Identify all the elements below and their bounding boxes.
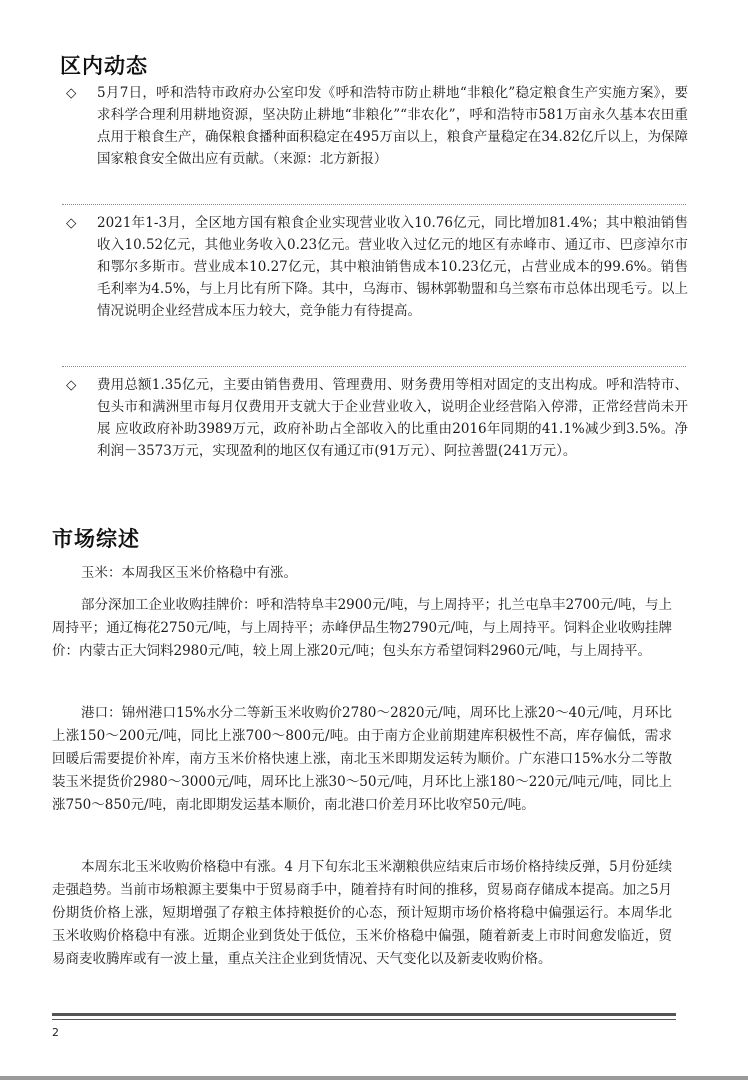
- diamond-bullet-icon: ◇: [66, 377, 77, 393]
- market-paragraph: 本周东北玉米收购价格稳中有涨。4 月下旬东北玉米潮粮供应结束后市场价格持续反弹，5月份延续走强趋势。当前市场粮源主要集中于贸易商手中，随着持有时间的推移，贸易商存储成本提高。加之5月份期货价格上涨，短期增强了存粮主体持粮挺价的心态，预计短期市场价格将稳中偏强运行。本周华北玉米收购价格稳中有涨。近期企业到货处于低位，玉米价格稳中偏强，随着新麦上市时间愈发临近，贸易商麦收腾库或有一波上量，重点关注企业到货情况、天气变化以及新麦收购价格。: [52, 859, 672, 967]
- dotted-separator: [62, 204, 686, 205]
- diamond-bullet-icon: ◇: [66, 85, 77, 101]
- dotted-separator: [62, 366, 686, 367]
- page-number: 2: [52, 1026, 59, 1039]
- news-item-text: 费用总额1.35亿元，主要由销售费用、管理费用、财务费用等相对固定的支出构成。呼和浩特市、包头市和满洲里市每月仅费用开支就大于企业营业收入，说明企业经营陷入停滞，正常经营尚未开展 应收政府补助3989万元，政府补助占全部收入的比重由2016年同期的41.1%减少到3.5%。净利润－3573万元，实现盈利的地区仅有通辽市(91万元）、阿拉善盟(241万元）。: [97, 377, 688, 459]
- section-title-regional-news: 区内动态: [60, 54, 148, 78]
- diamond-bullet-icon: ◇: [66, 215, 77, 231]
- market-paragraph: 港口：锦州港口15%水分二等新玉米收购价2780～2820元/吨，周环比上涨20～40元/吨，月环比上涨150～200元/吨，同比上涨700～800元/吨。由于南方企业前期建库积极性不高，库存偏低，需求回暖后需要提价补库，南方玉米价格快速上涨，南北玉米即期发运转为顺价。广东港口15%水分二等散装玉米提货价2980～3000元/吨，周环比上涨30～50元/吨，月环比上涨180～220元/吨元/吨，同比上涨750～850元/吨，南北即期发运基本顺价，南北港口价差月环比收窄50元/吨。: [52, 705, 672, 813]
- news-item: [66, 374, 688, 462]
- news-item-text: 5月7日，呼和浩特市政府办公室印发《呼和浩特市防止耕地“非粮化”稳定粮食生产实施方案》，要求科学合理利用耕地资源，坚决防止耕地“非粮化”“非农化”，呼和浩特市581万亩永久基本农田重点用于粮食生产，确保粮食播种面积稳定在495万亩以上，粮食产量稳定在34.82亿斤以上，为保障国家粮食安全做出应有贡献。（来源：北方新报）: [97, 85, 688, 167]
- footer-rule-thick: [52, 1013, 676, 1016]
- news-item-text: 2021年1-3月，全区地方国有粮食企业实现营业收入10.76亿元，同比增加81.4%；其中粮油销售收入10.52亿元，其他业务收入0.23亿元。营业收入过亿元的地区有赤峰市、通辽市、巴彦淖尔市和鄂尔多斯市。营业成本10.27亿元，其中粮油销售成本10.23亿元，占营业成本的99.6%。销售毛利率为4.5%，与上月比有所下降。其中，乌海市、锡林郭勒盟和乌兰察布市总体出现毛亏。以上情况说明企业经营成本压力较大，竞争能力有待提高。: [97, 215, 688, 319]
- news-item: [66, 82, 688, 170]
- market-paragraph: 玉米：本周我区玉米价格稳中有涨。: [81, 565, 297, 581]
- footer-rule-thin: [52, 1019, 676, 1020]
- market-paragraph: 部分深加工企业收购挂牌价：呼和浩特阜丰2900元/吨，与上周持平；扎兰屯阜丰2700元/吨，与上周持平；通辽梅花2750元/吨，与上周持平；赤峰伊品生物2790元/吨，与上周持平。饲料企业收购挂牌价：内蒙古正大饲料2980元/吨，较上周上涨20元/吨；包头东方希望饲料2960元/吨，与上周持平。: [52, 597, 672, 659]
- scan-edge: [0, 1076, 748, 1080]
- news-item: [66, 212, 688, 322]
- section-title-market-overview: 市场综述: [52, 527, 140, 551]
